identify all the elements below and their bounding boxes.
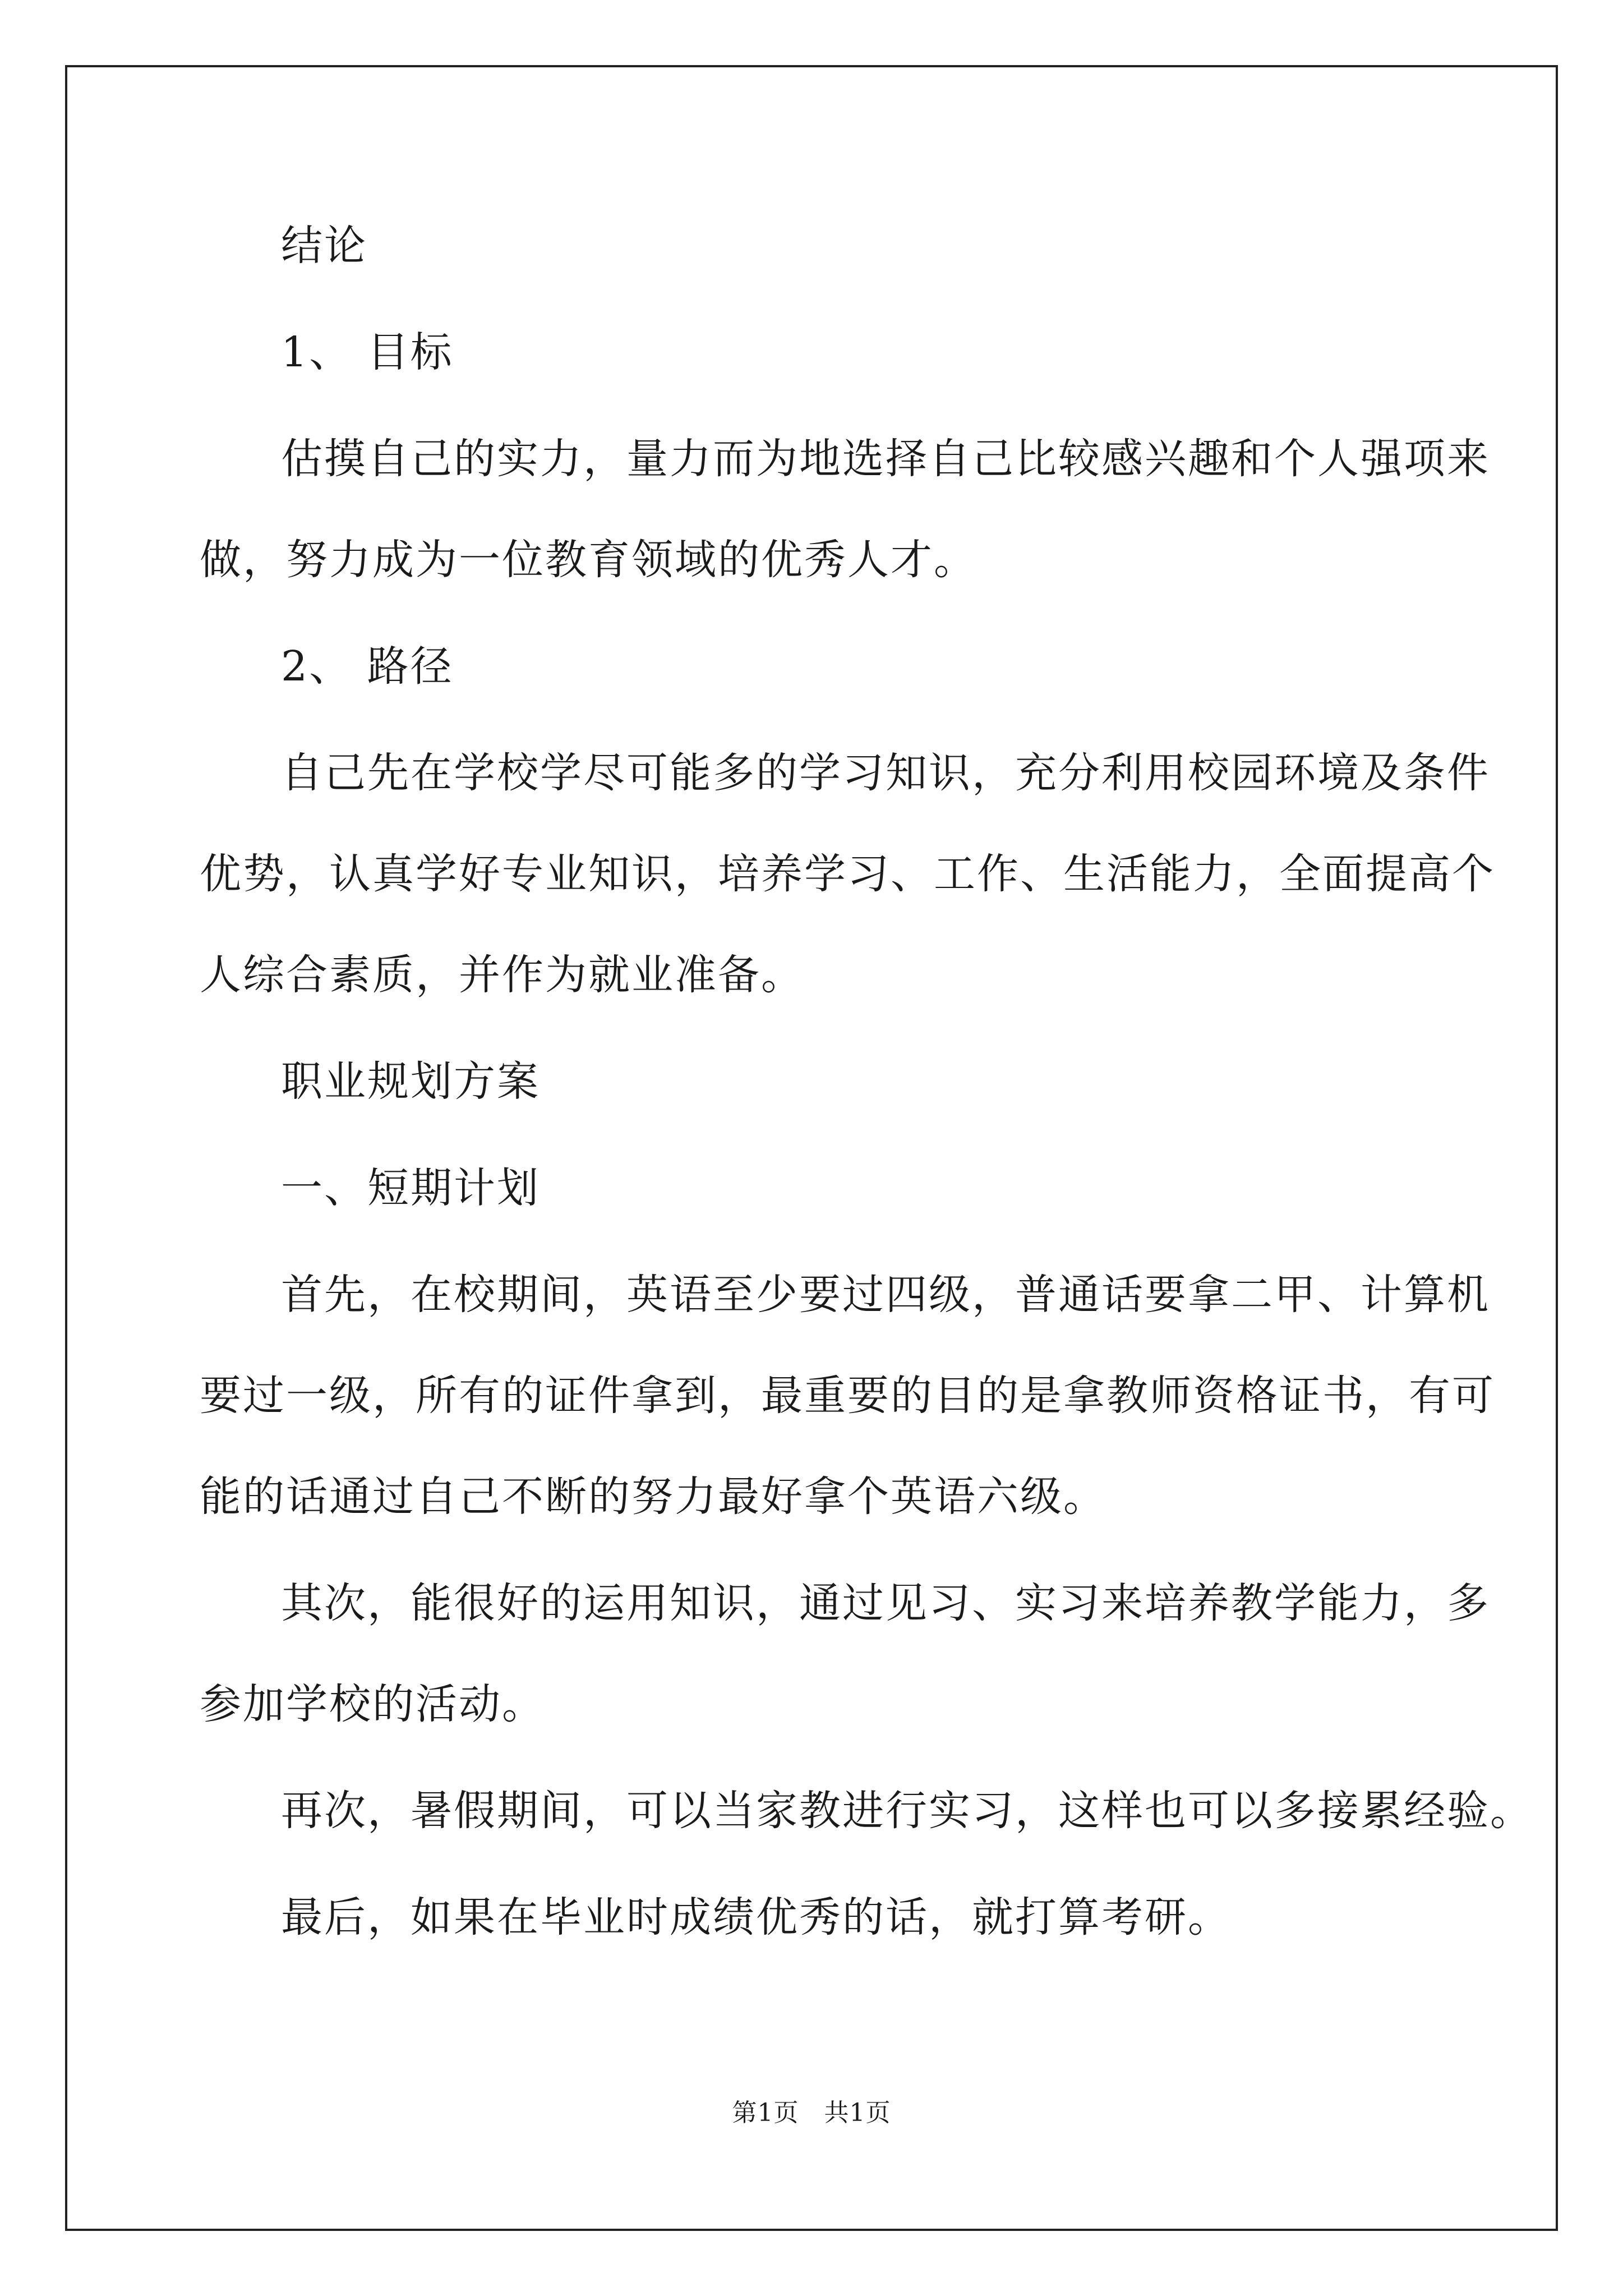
heading-short-term-plan: 一、短期计划 <box>281 1164 540 1212</box>
heading-goal: 1、 目标 <box>281 328 454 376</box>
paragraph-line: 人综合素质，并作为就业准备。 <box>200 951 804 999</box>
paragraph-line: 自己先在学校学尽可能多的学习知识，充分利用校园环境及条件 <box>281 749 1490 797</box>
paragraph-line: 首先，在校期间，英语至少要过四级，普通话要拿二甲、计算机 <box>281 1271 1490 1319</box>
heading-path: 2、 路径 <box>281 642 454 691</box>
paragraph-line: 要过一级，所有的证件拿到，最重要的目的是拿教师资格证书，有可 <box>200 1372 1495 1420</box>
paragraph-line: 参加学校的活动。 <box>200 1680 545 1728</box>
paragraph-line: 优势，认真学好专业知识，培养学习、工作、生活能力，全面提高个 <box>200 850 1495 898</box>
page-number-footer: 第1页 共1页 <box>732 2099 891 2127</box>
paragraph-line: 估摸自己的实力，量力而为地选择自己比较感兴趣和个人强项来 <box>281 435 1490 483</box>
paragraph-line: 最后，如果在毕业时成绩优秀的话，就打算考研。 <box>281 1893 1231 1941</box>
paragraph-line: 其次，能很好的运用知识，通过见习、实习来培养教学能力，多 <box>281 1579 1490 1627</box>
heading-conclusion: 结论 <box>281 222 367 270</box>
paragraph-line: 能的话通过自己不断的努力最好拿个英语六级。 <box>200 1473 1106 1521</box>
paragraph-line: 再次，暑假期间，可以当家教进行实习，这样也可以多接累经验。 <box>281 1787 1533 1835</box>
heading-career-plan: 职业规划方案 <box>281 1057 540 1106</box>
paragraph-line: 做，努力成为一位教育领域的优秀人才。 <box>200 536 977 584</box>
